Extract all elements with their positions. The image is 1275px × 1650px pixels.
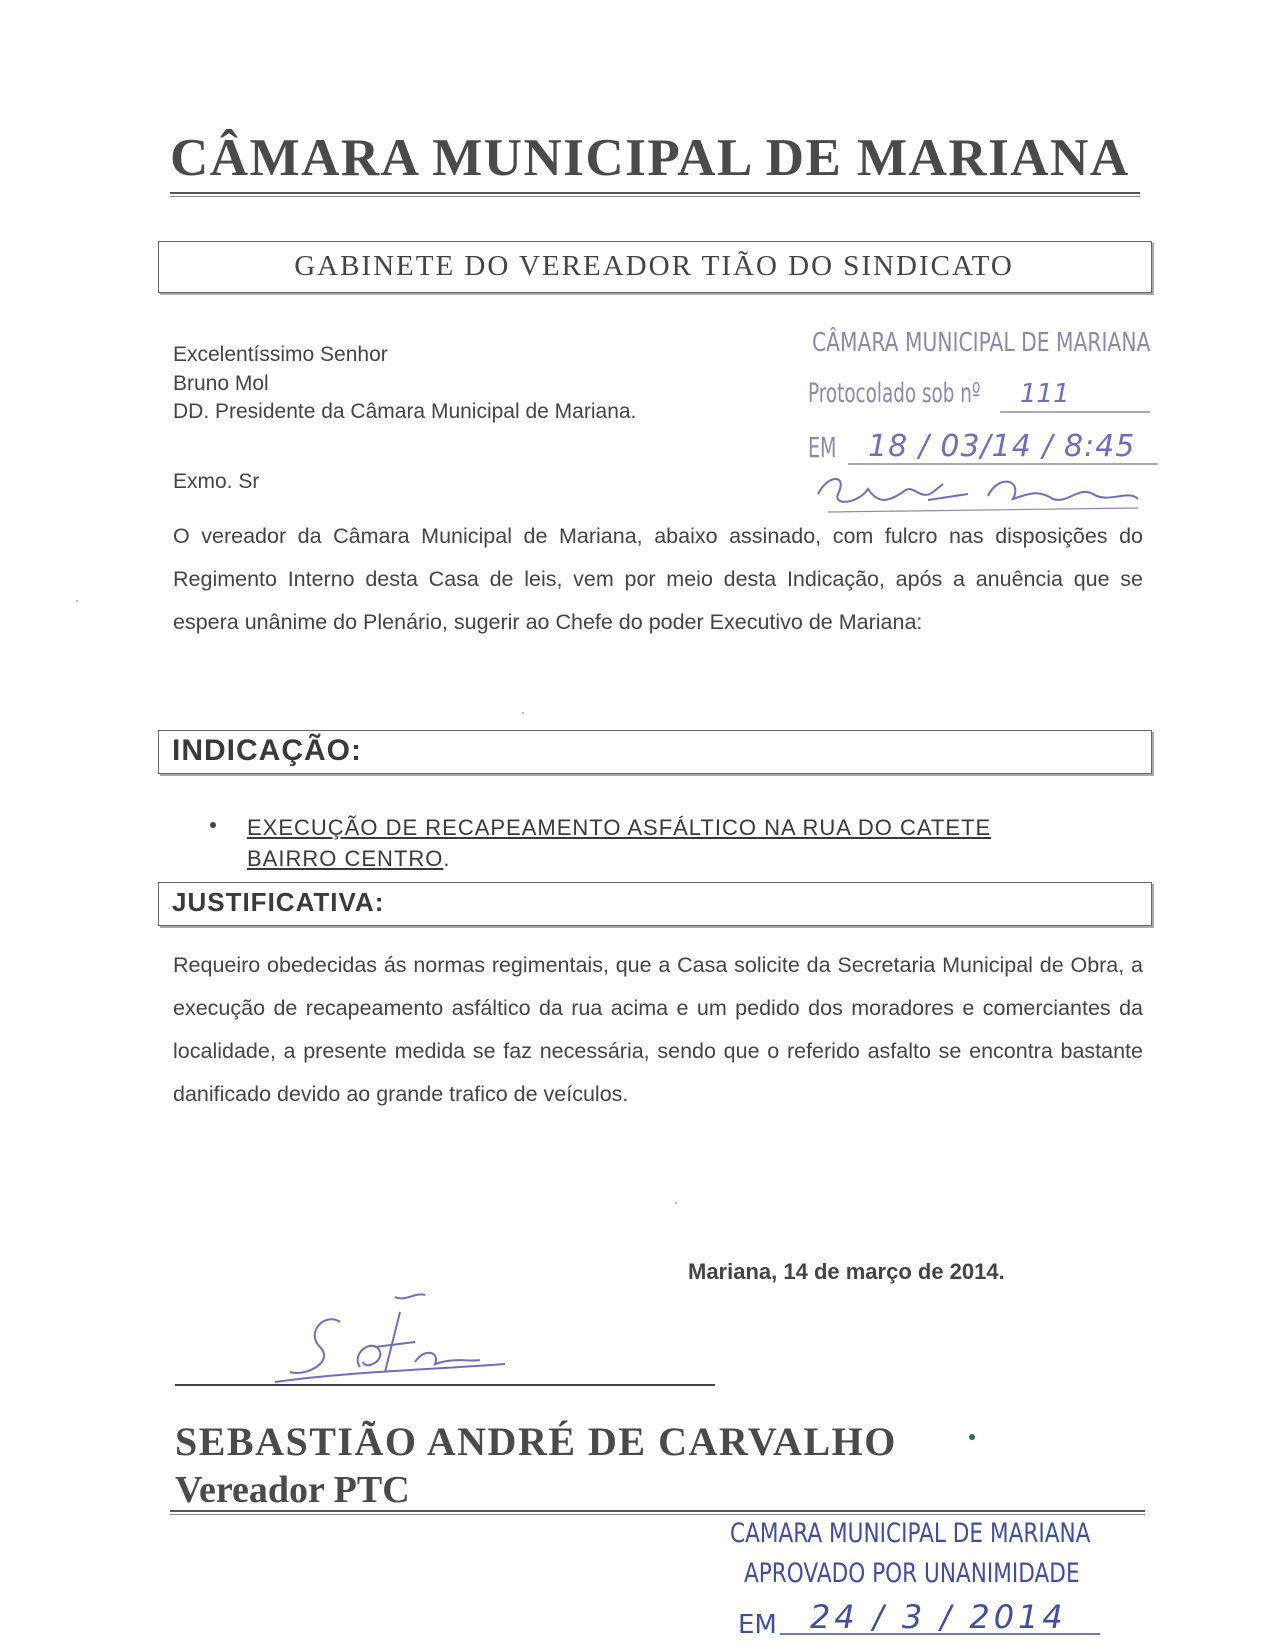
protocol-stamp-header: CÂMARA MUNICIPAL DE MARIANA	[812, 328, 1151, 358]
salutation: Exmo. Sr	[173, 470, 260, 493]
indicacao-heading: INDICAÇÃO:	[172, 734, 362, 767]
protocol-number: 111	[1020, 379, 1070, 409]
indicacao-item-line-1: EXECUÇÃO DE RECAPEAMENTO ASFÁLTICO NA RUA DO CATETE	[247, 815, 992, 840]
approval-stamp-header: CAMARA MUNICIPAL DE MARIANA	[730, 1518, 1091, 1549]
indicacao-item-line-2: BAIRRO CENTRO	[247, 846, 444, 871]
intro-paragraph: O vereador da Câmara Municipal de Mariana, abaixo assinado, com fulcro nas disposições do Regimento Interno desta Casa de leis, vem por meio desta Indicação, após a anuência que se espera unânime do Plenário, sugerir ao Chefe do poder Executivo de Mariana:	[173, 524, 1143, 634]
signer-role: Vereador PTC	[175, 1469, 410, 1511]
scan-speck	[675, 1202, 677, 1204]
approval-date-rule	[780, 1632, 1100, 1636]
protocol-signature	[808, 464, 1148, 520]
signer-signature	[265, 1292, 515, 1387]
protocol-stamp-label: Protocolado sob nº	[808, 378, 981, 409]
indicacao-item-end: .	[443, 846, 451, 871]
ink-dot	[969, 1434, 975, 1440]
bullet-icon	[210, 822, 216, 828]
addressee-line-2: Bruno Mol	[173, 372, 269, 395]
protocol-stamp	[808, 324, 1163, 514]
approval-stamp	[730, 1510, 1150, 1650]
title-divider	[170, 192, 1140, 197]
signer-name: SEBASTIÃO ANDRÉ DE CARVALHO	[175, 1419, 897, 1464]
approval-stamp-status: APROVADO POR UNANIMIDADE	[744, 1558, 1080, 1589]
scan-speck	[522, 712, 524, 714]
justificativa-text: Requeiro obedecidas ás normas regimentais, que a Casa solicite da Secretaria Municipal de Obra, a execução de recapeamento asfáltico da rua acima e um pedido dos moradores e comerciantes da localidade, a presente medida se faz necessária, sendo que o referido asfalto se encontra bastante danificado devido ao grande trafico de veículos.	[173, 953, 1143, 1106]
place-date: Mariana, 14 de março de 2014.	[688, 1259, 1005, 1284]
approval-date-label: EM	[738, 1610, 777, 1640]
scan-speck	[76, 600, 78, 602]
approval-date: 24 / 3 / 2014	[810, 1598, 1067, 1636]
justificativa-heading: JUSTIFICATIVA:	[172, 887, 385, 917]
addressee-line-1: Excelentíssimo Senhor	[173, 343, 388, 366]
protocol-date-label: EM	[808, 431, 837, 464]
indicacao-item	[247, 812, 1097, 874]
protocol-date: 18 / 03/14 / 8:45	[868, 429, 1136, 464]
signature-line	[175, 1384, 715, 1386]
page-title: CÂMARA MUNICIPAL DE MARIANA	[170, 129, 1130, 187]
office-heading: GABINETE DO VEREADOR TIÃO DO SINDICATO	[294, 250, 1014, 282]
protocol-number-rule	[1000, 410, 1150, 414]
addressee-line-3: DD. Presidente da Câmara Municipal de Mariana.	[173, 400, 637, 423]
